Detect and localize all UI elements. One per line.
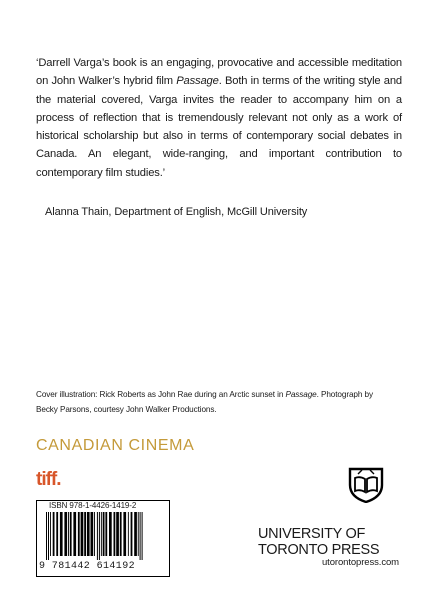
- isbn-label: ISBN 978-1-4426-1419-2: [49, 501, 137, 510]
- isbn-barcode-box: [36, 500, 170, 577]
- review-attribution: Alanna Thain, Department of English, McGill University: [45, 206, 308, 218]
- publisher-name: UNIVERSITY OF TORONTO PRESS: [258, 526, 380, 558]
- publisher-url: utorontopress.com: [322, 557, 399, 568]
- tiff-logo: tiff.: [36, 469, 61, 490]
- book-crest-icon: [346, 467, 386, 503]
- review-quote-text-2: . Both in terms of the writing style and the material covered, Varga invites the reader to accompany him on a process of reflection that is tremendously relevant not only as a work of historical scholarship but also in terms of contemporary social debates in Canada. An elegant, wide-ranging, and important contribution to contemporary film studies.’: [36, 75, 403, 179]
- cover-credit-text-1: Cover illustration: Rick Roberts as John Rae during an Arctic sunset in: [36, 390, 286, 399]
- review-quote-text-1: ‘Darrell Varga’s book is an engaging, provocative and accessible meditation on John Walker’s hybrid film: [36, 57, 402, 88]
- cover-credit-film-title: Passage: [285, 390, 317, 399]
- cover-credit: [36, 388, 396, 417]
- barcode-icon: [46, 512, 162, 560]
- isbn-digits: 9 781442 614192: [39, 561, 136, 572]
- series-title: CANADIAN CINEMA: [36, 437, 195, 454]
- review-quote-film-title: Passage: [176, 75, 219, 88]
- cover-credit-text-2: . Photograph by Becky Parsons, courtesy John Walker Productions.: [36, 390, 373, 414]
- review-quote: [36, 54, 402, 182]
